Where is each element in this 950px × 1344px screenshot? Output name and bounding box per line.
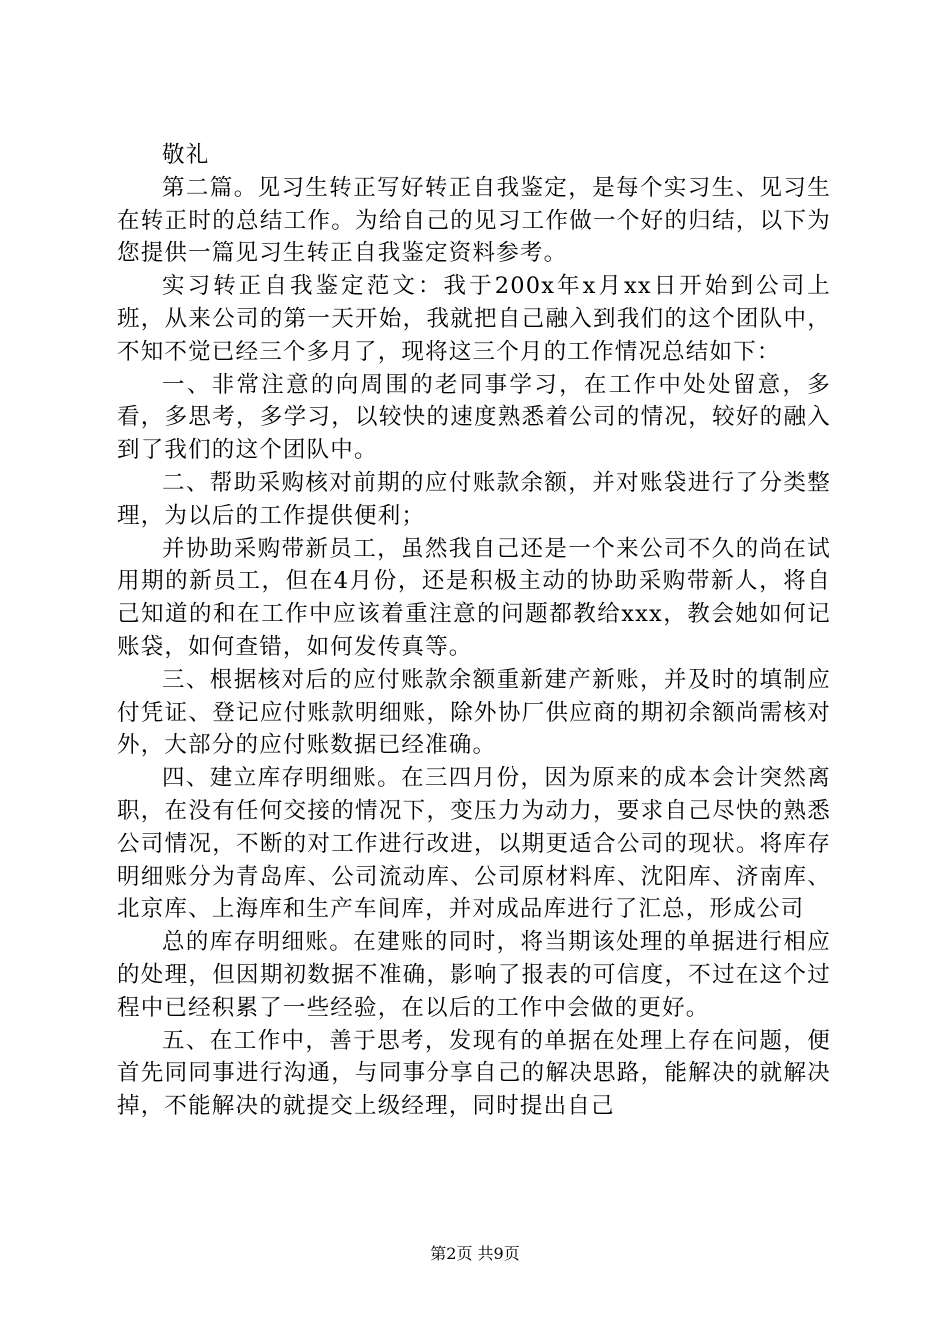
paragraph-item-3: 三、根据核对后的应付账款余额重新建产新账，并及时的填制应付凭证、登记应付账款明细账，除外协厂供应商的期初余额尚需核对外，大部分的应付账数据已经准确。 — [117, 666, 831, 759]
page-number-footer: 第2页 共9页 — [430, 1244, 520, 1263]
paragraph-item-2: 二、帮助采购核对前期的应付账款余额，并对账袋进行了分类整理，为以后的工作提供便利； — [117, 469, 831, 529]
paragraph-item-4-cont: 总的库存明细账。在建账的同时，将当期该处理的单据进行相应的处理，但因期初数据不准确，影响了报表的可信度，不过在这个过程中已经积累了一些经验，在以后的工作中会做的更好。 — [117, 929, 831, 1021]
paragraph-item-2-cont: 并协助采购带新员工，虽然我自己还是一个来公司不久的尚在试用期的新员工，但在4月份，还是积极主动的协助采购带新人，将自己知道的和在工作中应该着重注意的问题都教给xxx，教会她如何记账袋，如何查错，如何发传真等。 — [117, 535, 831, 660]
paragraph-intro: 第二篇。见习生转正写好转正自我鉴定，是每个实习生、见习生在转正时的总结工作。为给自己的见习工作做一个好的归结，以下为您提供一篇见习生转正自我鉴定资料参考。 — [117, 174, 831, 267]
paragraph-closing: 敬礼 — [162, 142, 210, 168]
paragraph-item-1: 一、非常注意的向周围的老同事学习，在工作中处处留意，多看，多思考，多学习，以较快的速度熟悉着公司的情况，较好的融入到了我们的这个团队中。 — [117, 371, 831, 464]
paragraph-item-4: 四、建立库存明细账。在三四月份，因为原来的成本会计突然离职，在没有任何交接的情况下，变压力为动力，要求自己尽快的熟悉公司情况，不断的对工作进行改进，以期更适合公司的现状。将库存明细账分为青岛库、公司流动库、公司原材料库、沈阳库、济南库、北京库、上海库和生产车间库，并对成品库进行了汇总，形成公司 — [117, 765, 831, 923]
document-body — [117, 139, 831, 1123]
paragraph-item-5: 五、在工作中，善于思考，发现有的单据在处理上存在问题，便首先同同事进行沟通，与同事分享自己的解决思路，能解决的就解决掉，不能解决的就提交上级经理，同时提出自己 — [117, 1027, 831, 1120]
paragraph-sample-start: 实习转正自我鉴定范文：我于200x年x月xx日开始到公司上班，从来公司的第一天开始，我就把自己融入到我们的这个团队中，不知不觉已经三个多月了，现将这三个月的工作情况总结如下： — [117, 273, 831, 365]
